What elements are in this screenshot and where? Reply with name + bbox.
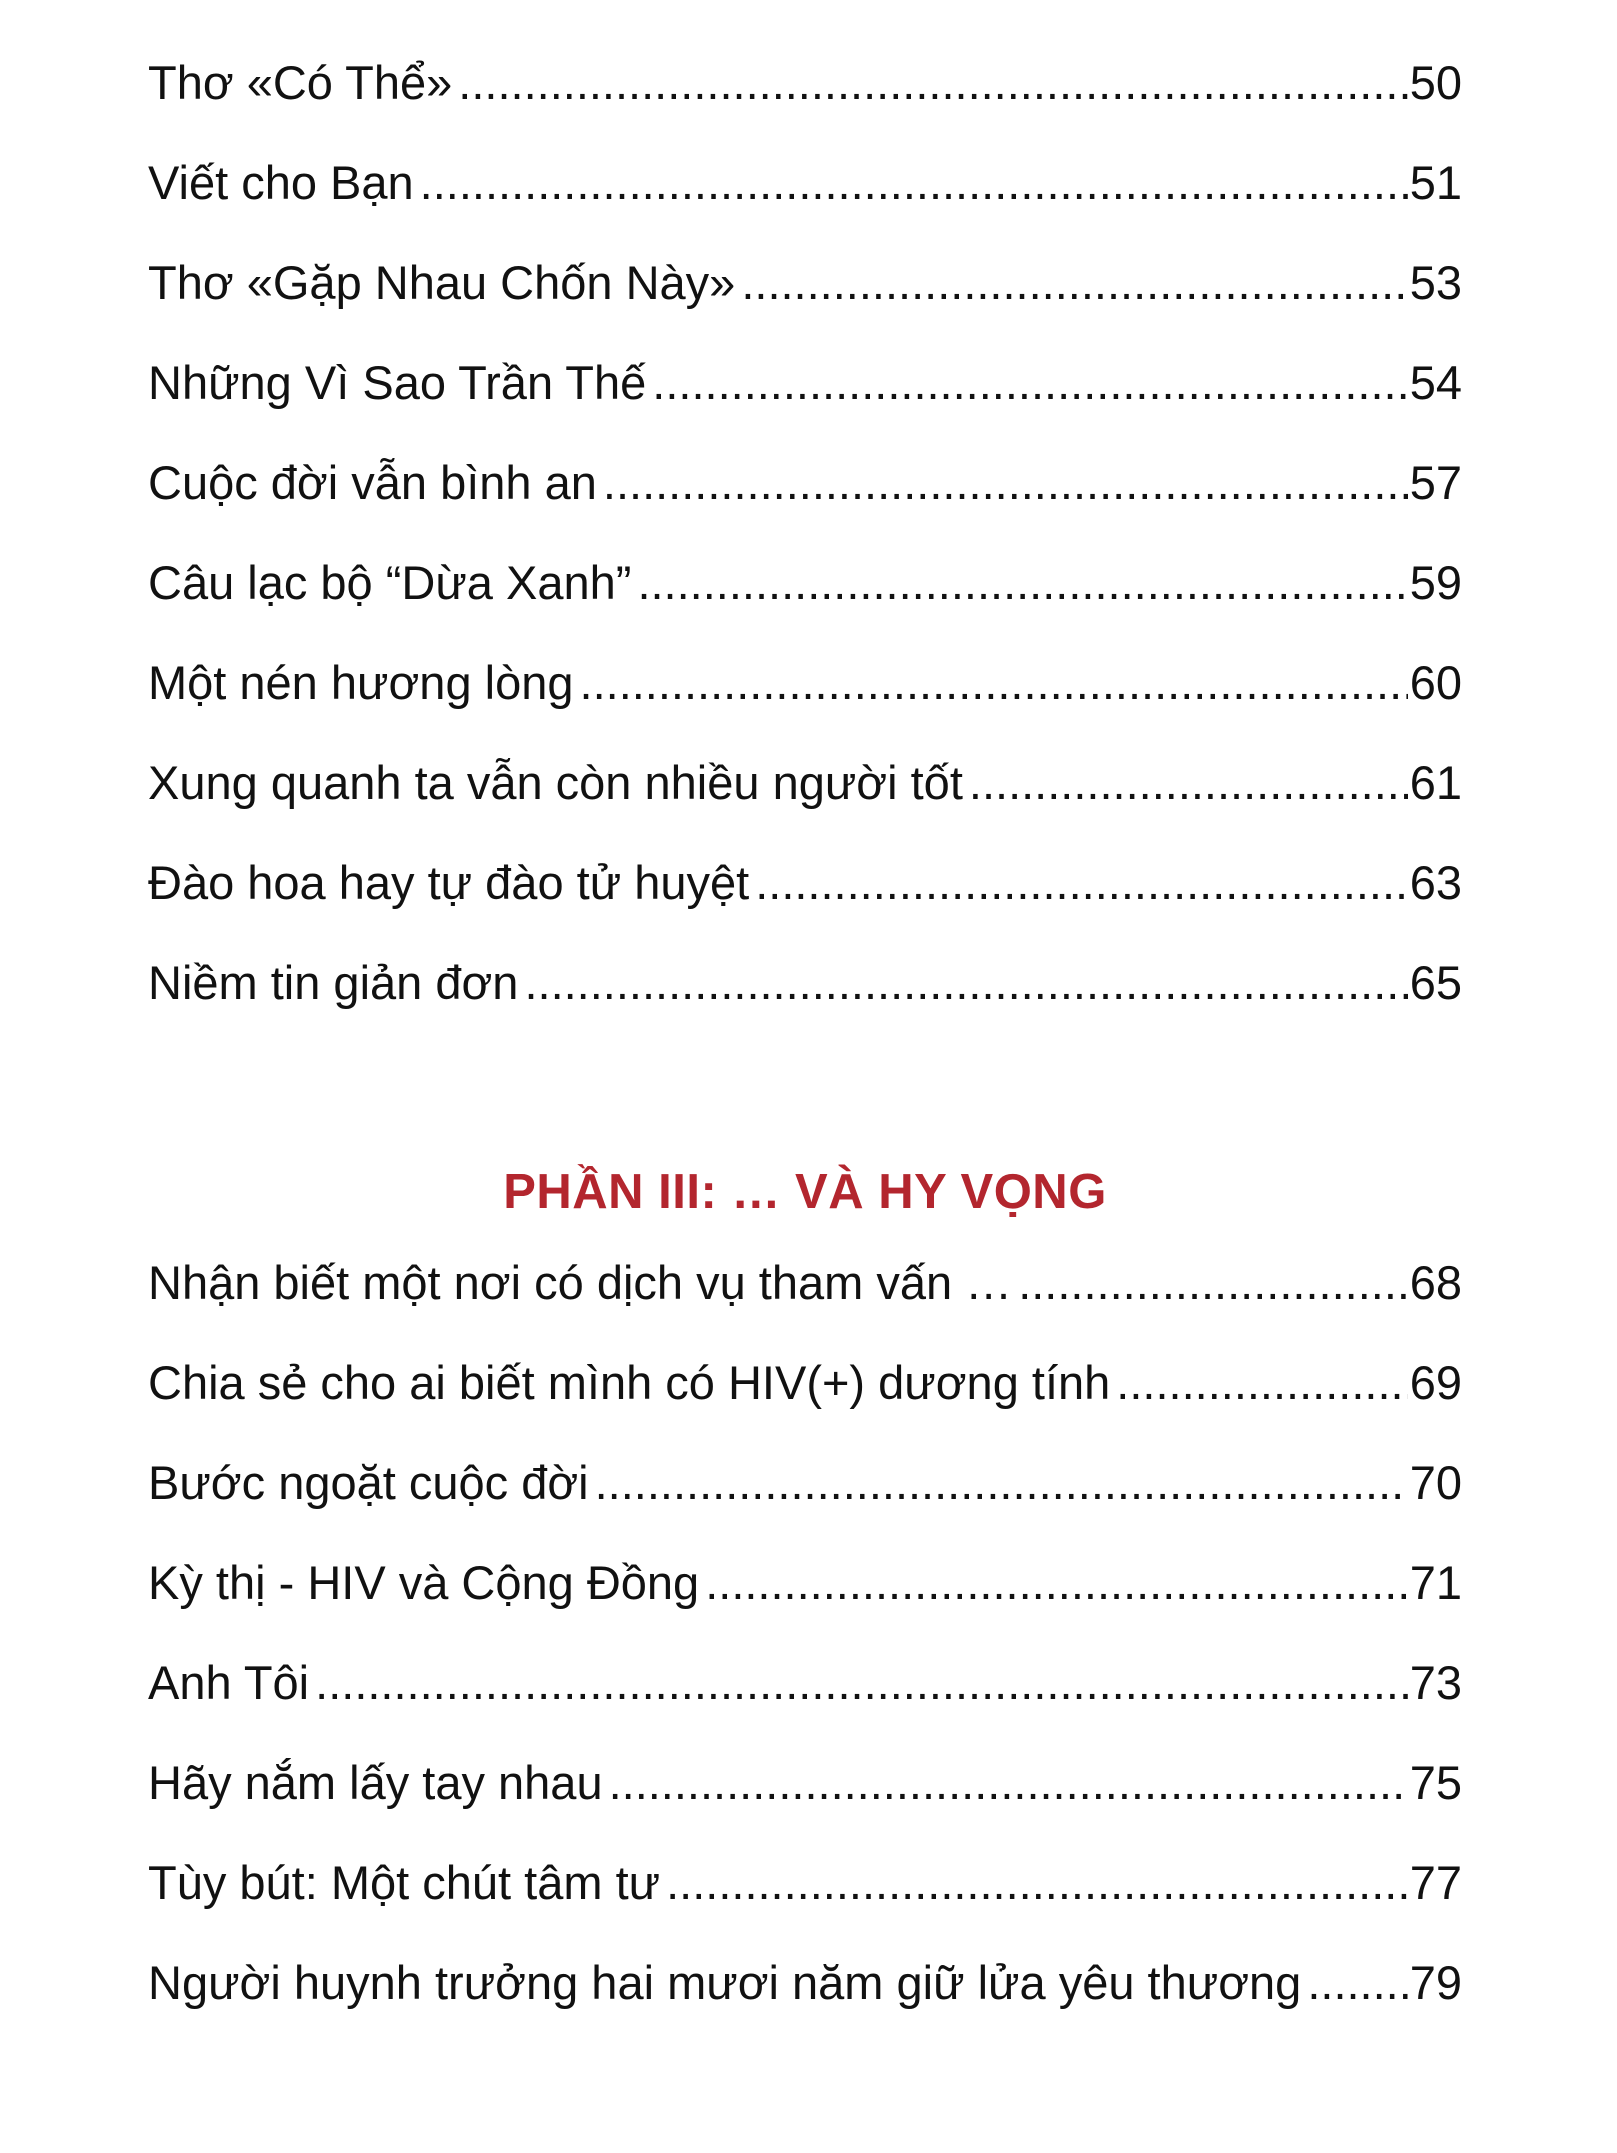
dot-leader [580, 653, 1408, 713]
dot-leader [595, 1453, 1408, 1513]
toc-entry-title: Hãy nắm lấy tay nhau [148, 1756, 603, 1809]
toc-entry-page: 75 [1409, 1756, 1462, 1809]
dot-leader [666, 1853, 1408, 1913]
toc-entry-page: 68 [1409, 1256, 1462, 1309]
toc-entry[interactable] [148, 1453, 1462, 1513]
dot-leader [603, 453, 1408, 513]
toc-entry[interactable] [148, 1753, 1462, 1813]
dot-leader [755, 853, 1408, 913]
toc-entry-title: Nhận biết một nơi có dịch vụ tham vấn … [148, 1256, 1013, 1309]
toc-entry-title: Một nén hương lòng [148, 656, 574, 709]
toc-entry-title: Anh Tôi [148, 1656, 310, 1709]
dot-leader [315, 1653, 1408, 1713]
dot-leader [1307, 1953, 1407, 2013]
toc-entry-page: 53 [1409, 256, 1462, 309]
toc-entry-title: Chia sẻ cho ai biết mình có HIV(+) dương tính [148, 1356, 1111, 1409]
toc-entry-page: 65 [1409, 956, 1462, 1009]
toc-entry-page: 69 [1409, 1356, 1462, 1409]
toc-entry-title: Niềm tin giản đơn [148, 956, 519, 1009]
dot-leader [637, 553, 1407, 613]
toc-entry-title: Đào hoa hay tự đào tử huyệt [148, 856, 750, 909]
toc-entry-title: Những Vì Sao Trần Thế [148, 356, 647, 409]
dot-leader [609, 1753, 1408, 1813]
toc-entry-title: Cuộc đời vẫn bình an [148, 456, 597, 509]
toc-entry[interactable] [148, 553, 1462, 613]
dot-leader [524, 953, 1407, 1013]
dot-leader [741, 253, 1407, 313]
toc-entry[interactable] [148, 653, 1462, 713]
toc-entry-title: Thơ «Gặp Nhau Chốn Này» [148, 256, 736, 309]
dot-leader [652, 353, 1407, 413]
dot-leader [1018, 1253, 1408, 1313]
toc-entry-page: 63 [1409, 856, 1462, 909]
toc-entry[interactable] [148, 353, 1462, 413]
toc-entry[interactable] [148, 953, 1462, 1013]
toc-entry-page: 71 [1409, 1556, 1462, 1609]
toc-entry[interactable] [148, 1853, 1462, 1913]
toc-entry[interactable] [148, 753, 1462, 813]
toc-entry[interactable] [148, 1353, 1462, 1413]
toc-entry[interactable] [148, 53, 1462, 113]
toc-entry-title: Tùy bút: Một chút tâm tư [148, 1856, 661, 1909]
dot-leader [420, 153, 1408, 213]
dot-leader [1116, 1353, 1407, 1413]
toc-entry[interactable] [148, 1653, 1462, 1713]
toc-entry-page: 77 [1409, 1856, 1462, 1909]
toc-entry[interactable] [148, 1953, 1462, 2013]
toc-entry-page: 70 [1409, 1456, 1462, 1509]
toc-entry-title: Xung quanh ta vẫn còn nhiều người tốt [148, 756, 963, 809]
dot-leader [458, 53, 1407, 113]
toc-entry-page: 50 [1409, 56, 1462, 109]
toc-entry-page: 57 [1409, 456, 1462, 509]
toc-entry-page: 73 [1409, 1656, 1462, 1709]
toc-entry[interactable] [148, 153, 1462, 213]
toc-entry-page: 59 [1409, 556, 1462, 609]
toc-entry-page: 54 [1409, 356, 1462, 409]
toc-entry[interactable] [148, 853, 1462, 913]
toc-entry-page: 61 [1409, 756, 1462, 809]
toc-entry-title: Thơ «Có Thể» [148, 56, 453, 109]
toc-entry-title: Kỳ thị - HIV và Cộng Đồng [148, 1556, 700, 1609]
toc-entry-page: 60 [1409, 656, 1462, 709]
toc-entry-page: 51 [1409, 156, 1462, 209]
dot-leader [705, 1553, 1408, 1613]
toc-entry-title: Câu lạc bộ “Dừa Xanh” [148, 556, 632, 609]
toc-entry[interactable] [148, 1253, 1462, 1313]
toc-entry[interactable] [148, 453, 1462, 513]
dot-leader [969, 753, 1408, 813]
toc-entry[interactable] [148, 253, 1462, 313]
section-heading: PHẦN III: … VÀ HY VỌNG [503, 1165, 1107, 1219]
toc-entry-title: Người huynh trưởng hai mươi năm giữ lửa yêu thương [148, 1956, 1302, 2009]
toc-entry[interactable] [148, 1553, 1462, 1613]
toc-entry-title: Viết cho Bạn [148, 156, 414, 209]
toc-entry-title: Bước ngoặt cuộc đời [148, 1456, 589, 1509]
toc-entry-page: 79 [1409, 1956, 1462, 2009]
